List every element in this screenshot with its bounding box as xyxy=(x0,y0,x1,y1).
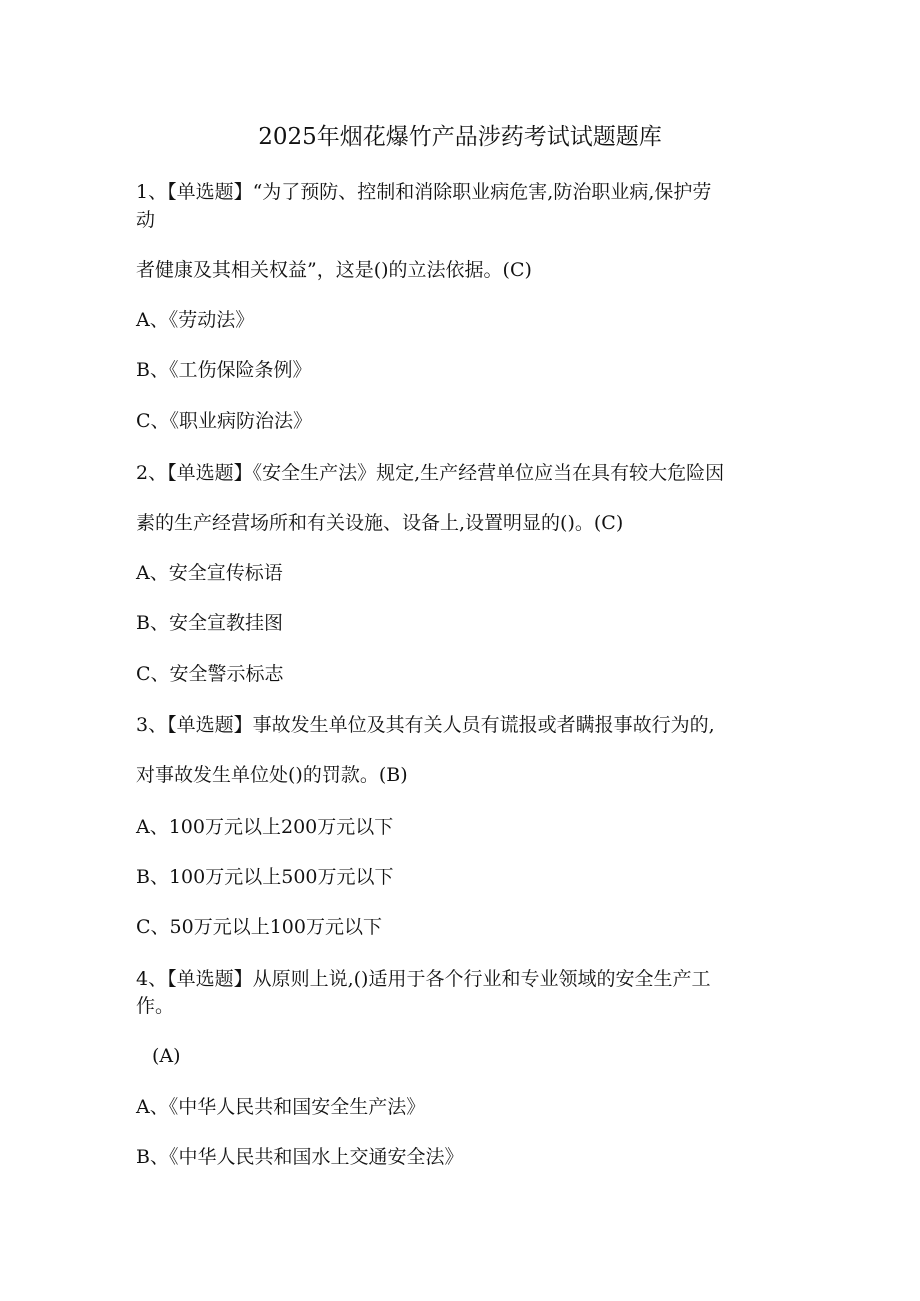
question-2-option-b: B、安全宣教挂图 xyxy=(136,612,283,634)
question-2-option-a: A、安全宣传标语 xyxy=(136,562,283,584)
question-3-option-a: A、100万元以上200万元以下 xyxy=(136,816,394,838)
question-4-option-a: A、《中华人民共和国安全生产法》 xyxy=(136,1096,426,1118)
question-1-stem-line-3: 者健康及其相关权益”，这是()的立法依据。(C) xyxy=(136,259,532,281)
question-1-option-c: C、《职业病防治法》 xyxy=(136,410,313,432)
question-3-option-b: B、100万元以上500万元以下 xyxy=(136,866,394,888)
question-4-stem-line-2: 作。 xyxy=(136,995,175,1017)
question-4-stem-line-1: 4、【单选题】从原则上说,()适用于各个行业和专业领域的安全生产工 xyxy=(136,968,711,990)
question-3-option-c: C、50万元以上100万元以下 xyxy=(136,916,382,938)
question-1-stem-line-2: 动 xyxy=(136,209,156,231)
question-1-option-a: A、《劳动法》 xyxy=(136,309,255,331)
page-title: 2025年烟花爆竹产品涉药考试试题题库 xyxy=(258,124,662,150)
question-1-stem-line-1: 1、【单选题】“为了预防、控制和消除职业病危害,防治职业病,保护劳 xyxy=(136,181,712,203)
question-3-stem-line-1: 3、【单选题】事故发生单位及其有关人员有谎报或者瞒报事故行为的, xyxy=(136,714,715,736)
question-1-option-b: B、《工伤保险条例》 xyxy=(136,359,312,381)
question-3-stem-line-2: 对事故发生单位处()的罚款。(B) xyxy=(136,764,408,786)
question-4-answer: (A) xyxy=(152,1045,181,1067)
question-2-stem-line-1: 2、【单选题】《安全生产法》规定,生产经营单位应当在具有较大危险因 xyxy=(136,462,725,484)
question-4-option-b: B、《中华人民共和国水上交通安全法》 xyxy=(136,1146,464,1168)
question-2-option-c: C、安全警示标志 xyxy=(136,663,284,685)
question-2-stem-line-2: 素的生产经营场所和有关设施、设备上,设置明显的()。(C) xyxy=(136,512,624,534)
